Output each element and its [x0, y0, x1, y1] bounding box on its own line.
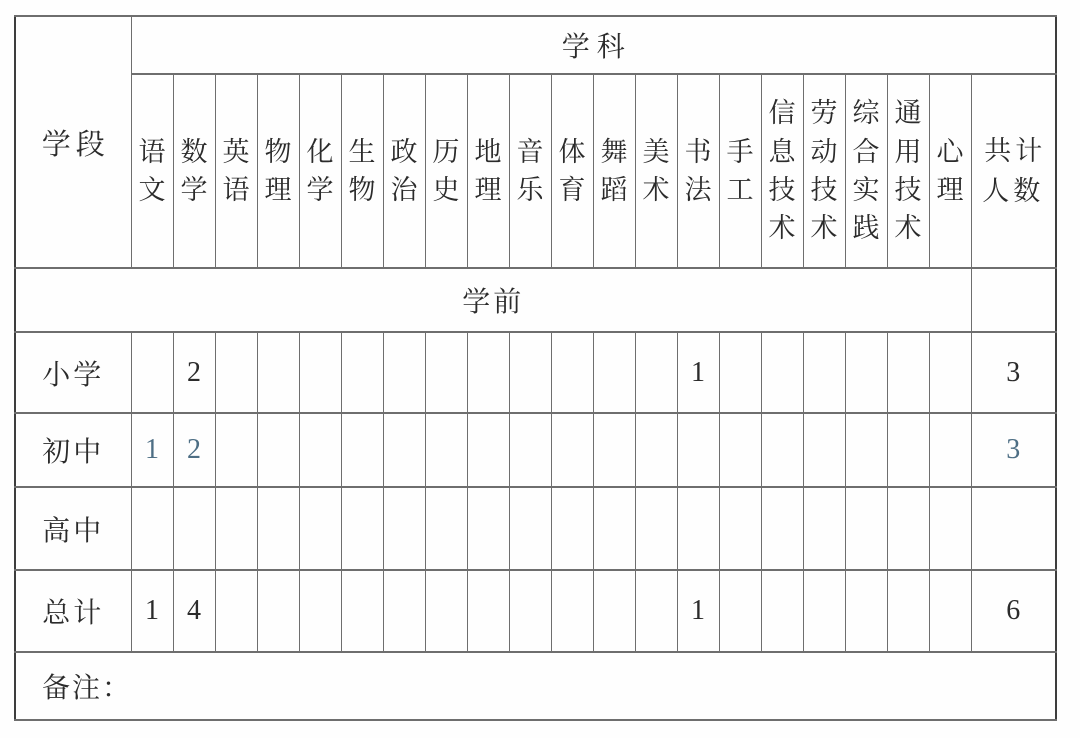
subject-header-label: 语文 — [138, 136, 166, 205]
table-row — [15, 332, 1056, 413]
stage-header-cell: 学段 — [15, 16, 131, 268]
data-cell — [509, 413, 551, 487]
data-cell — [215, 413, 257, 487]
data-cell — [929, 570, 971, 652]
subject-header-label: 劳动技术 — [810, 98, 838, 244]
data-cell — [383, 413, 425, 487]
data-cell — [383, 332, 425, 413]
subject-header — [173, 74, 215, 268]
data-cell — [299, 413, 341, 487]
subject-header — [341, 74, 383, 268]
data-cell: 1 — [131, 413, 173, 487]
subject-header-label: 音乐 — [516, 136, 544, 205]
data-cell — [425, 332, 467, 413]
subject-header — [299, 74, 341, 268]
data-cell — [845, 570, 887, 652]
subject-header — [467, 74, 509, 268]
data-cell — [551, 413, 593, 487]
data-cell: 2 — [173, 413, 215, 487]
data-cell — [467, 487, 509, 570]
subject-header-label: 信息技术 — [768, 98, 796, 244]
data-cell — [215, 487, 257, 570]
data-cell — [929, 487, 971, 570]
subject-header-label: 地理 — [474, 136, 502, 205]
table-row — [15, 413, 1056, 487]
data-cell — [803, 413, 845, 487]
total-cell: 3 — [971, 332, 1056, 413]
subject-header-label: 化学 — [306, 136, 334, 205]
data-cell: 1 — [677, 332, 719, 413]
data-cell — [509, 487, 551, 570]
preschool-merged-cell: 学前 — [15, 268, 971, 332]
data-cell: 1 — [131, 570, 173, 652]
data-cell — [551, 487, 593, 570]
data-cell — [593, 570, 635, 652]
row-label: 初中 — [15, 413, 131, 487]
subject-header — [215, 74, 257, 268]
table-row — [15, 487, 1056, 570]
data-cell — [887, 487, 929, 570]
data-cell — [887, 570, 929, 652]
subject-header-row — [15, 74, 1056, 268]
data-cell — [761, 487, 803, 570]
data-cell — [299, 332, 341, 413]
subject-header-label: 心理 — [936, 136, 964, 205]
data-cell — [635, 413, 677, 487]
preschool-total-cell — [971, 268, 1056, 332]
subject-header — [677, 74, 719, 268]
data-cell: 1 — [677, 570, 719, 652]
subject-header — [719, 74, 761, 268]
table-row — [15, 570, 1056, 652]
subject-header — [131, 74, 173, 268]
data-cell — [341, 570, 383, 652]
subject-header — [425, 74, 467, 268]
data-cell — [803, 570, 845, 652]
data-cell — [341, 487, 383, 570]
staffing-table — [14, 15, 1057, 721]
data-cell — [215, 332, 257, 413]
data-cell — [509, 570, 551, 652]
data-cell — [887, 332, 929, 413]
subject-header — [635, 74, 677, 268]
data-cell — [215, 570, 257, 652]
data-cell — [257, 332, 299, 413]
data-cell — [635, 570, 677, 652]
subject-header-label: 数学 — [180, 136, 208, 205]
data-cell — [929, 332, 971, 413]
data-cell — [551, 332, 593, 413]
subject-header — [551, 74, 593, 268]
data-cell — [467, 570, 509, 652]
data-cell — [719, 570, 761, 652]
data-cell — [845, 487, 887, 570]
subject-header — [593, 74, 635, 268]
data-cell — [383, 570, 425, 652]
subject-header-label: 美术 — [642, 136, 670, 205]
row-label: 高中 — [15, 487, 131, 570]
subject-header-label: 综合实践 — [852, 98, 880, 244]
subject-header — [509, 74, 551, 268]
subject-header — [383, 74, 425, 268]
data-cell — [845, 413, 887, 487]
subject-header-label: 物理 — [264, 136, 292, 205]
subject-group-header: 学科 — [131, 16, 1056, 74]
data-cell — [593, 332, 635, 413]
data-cell — [425, 487, 467, 570]
data-cell — [761, 332, 803, 413]
subject-header-label: 通用技术 — [894, 98, 922, 244]
total-cell — [971, 487, 1056, 570]
data-cell — [887, 413, 929, 487]
subject-header-label: 英语 — [222, 136, 250, 205]
data-cell — [761, 570, 803, 652]
data-cell — [635, 332, 677, 413]
data-cell — [299, 487, 341, 570]
total-header — [971, 74, 1056, 268]
data-cell — [719, 487, 761, 570]
data-cell — [131, 487, 173, 570]
data-cell: 2 — [173, 332, 215, 413]
data-cell — [551, 570, 593, 652]
subject-header — [887, 74, 929, 268]
data-cell — [677, 487, 719, 570]
data-cell — [761, 413, 803, 487]
data-cell — [383, 487, 425, 570]
subject-header-label: 手工 — [726, 136, 754, 205]
subject-header — [803, 74, 845, 268]
subject-header-label: 历史 — [432, 136, 460, 205]
data-cell: 4 — [173, 570, 215, 652]
subject-group-row — [15, 16, 1056, 74]
data-cell — [467, 332, 509, 413]
data-cell — [719, 413, 761, 487]
subject-header-label: 政治 — [390, 136, 418, 205]
data-cell — [299, 570, 341, 652]
preschool-row — [15, 268, 1056, 332]
data-cell — [845, 332, 887, 413]
subject-header — [929, 74, 971, 268]
subject-header-label: 书法 — [684, 136, 712, 205]
subject-header — [761, 74, 803, 268]
data-cell — [425, 413, 467, 487]
note-row — [15, 652, 1056, 720]
row-label: 总计 — [15, 570, 131, 652]
data-cell — [257, 413, 299, 487]
subject-header-label: 舞蹈 — [600, 136, 628, 205]
data-cell — [803, 332, 845, 413]
data-cell — [467, 413, 509, 487]
total-cell: 3 — [971, 413, 1056, 487]
total-cell: 6 — [971, 570, 1056, 652]
data-cell — [593, 487, 635, 570]
data-cell — [593, 413, 635, 487]
subject-header-label: 体育 — [558, 136, 586, 205]
data-cell — [425, 570, 467, 652]
data-cell — [803, 487, 845, 570]
data-cell — [131, 332, 173, 413]
subject-header — [845, 74, 887, 268]
note-label: 备注： — [15, 652, 1056, 720]
data-cell — [929, 413, 971, 487]
data-cell — [719, 332, 761, 413]
data-cell — [257, 570, 299, 652]
data-cell — [509, 332, 551, 413]
data-cell — [257, 487, 299, 570]
row-label: 小学 — [15, 332, 131, 413]
data-cell — [341, 332, 383, 413]
data-cell — [341, 413, 383, 487]
data-cell — [677, 413, 719, 487]
subject-header — [257, 74, 299, 268]
subject-header-label: 生物 — [348, 136, 376, 205]
total-header-label: 共计人数 — [982, 135, 1047, 206]
data-cell — [173, 487, 215, 570]
data-cell — [635, 487, 677, 570]
